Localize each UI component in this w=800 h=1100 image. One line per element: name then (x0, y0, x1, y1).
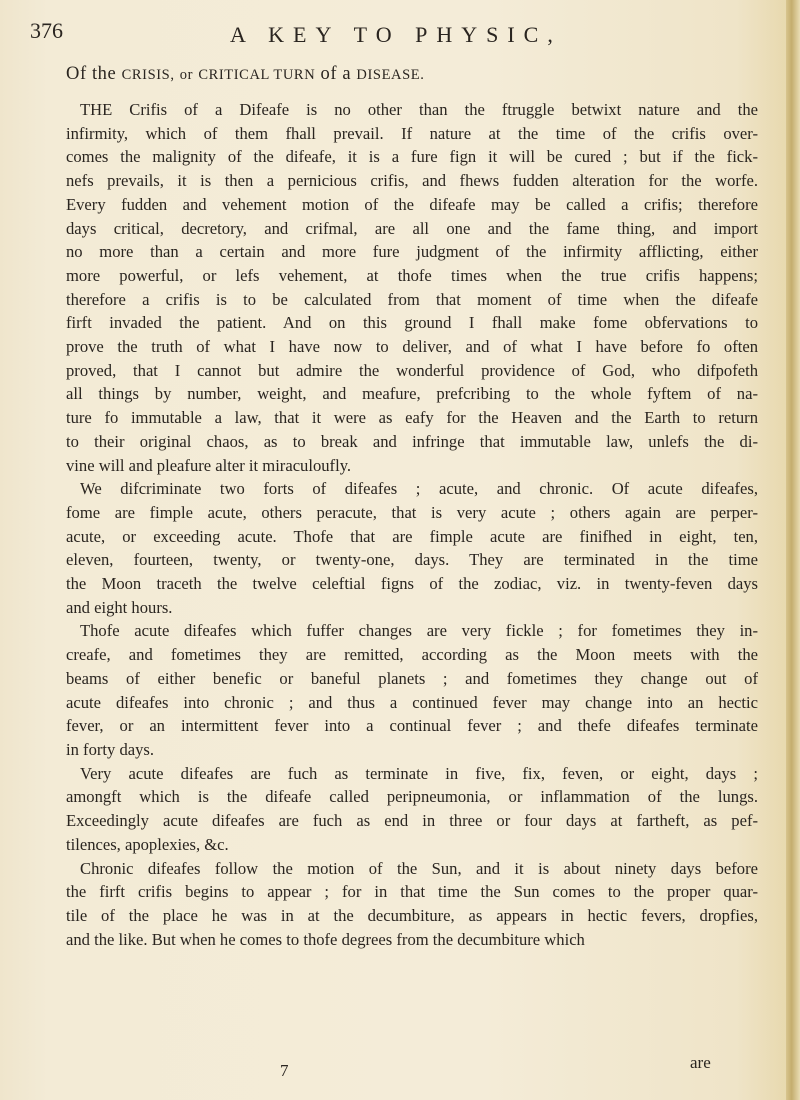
page-header (30, 16, 790, 54)
paragraph (66, 857, 758, 952)
text-line: in forty days. (66, 739, 155, 759)
text-line: ture fo immutable a law, that it were as eafy for the Heaven and the Earth to return (66, 408, 758, 428)
text-line: eleven, fourteen, twenty, or twenty-one, days. They are terminated in the time (66, 550, 758, 570)
text-line: firft invaded the patient. And on this ground I fhall make fome obfervations to (66, 313, 758, 333)
text-line: the firft crifis begins to appear ; for in that time the Sun comes to the proper quar- (66, 882, 758, 902)
paragraph (66, 619, 758, 761)
text-line: and eight hours. (66, 597, 173, 617)
text-line: therefore a crifis is to be calculated from that moment of time when the difeafe (66, 289, 758, 309)
text-line: fever, or an intermittent fever into a continual fever ; and thefe difeafes terminate (66, 716, 758, 736)
running-head: A KEY TO PHYSIC, (230, 22, 562, 47)
text-line: and the like. But when he comes to thofe degrees from the decumbiture which (66, 929, 585, 949)
text-line: acute, or exceeding acute. Thofe that are fimple acute are finifhed in eight, ten, (66, 526, 758, 546)
section-title-part: of a (320, 64, 352, 84)
text-line: more powerful, or lefs vehement, at thofe times when the true crifis happens; (66, 265, 758, 285)
text-line: Very acute difeafes are fuch as terminate in five, fix, feven, or eight, days ; (80, 763, 758, 783)
section-title-part: DISEASE. (356, 67, 425, 83)
text-line: vine will and pleafure alter it miraculoufly. (66, 455, 352, 475)
page-edge (786, 0, 800, 1100)
text-line: beams of either benefic or baneful planets ; and fometimes they change out of (66, 668, 758, 688)
text-line: Thofe acute difeafes which fuffer changes are very fickle ; for fometimes they in- (80, 621, 758, 641)
text-line: the Moon traceth the twelve celeftial figns of the zodiac, viz. in twenty-feven days (66, 574, 758, 594)
body-text (66, 98, 758, 951)
section-title-part: Of the (66, 64, 117, 84)
text-line: acute difeafes into chronic ; and thus a continued fever may change into an hectic (66, 692, 758, 712)
paragraph (66, 477, 758, 619)
section-title-part: or (179, 67, 194, 83)
text-line: no more than a certain and more fure judgment of the infirmity afflicting, either (66, 242, 758, 262)
text-line: fome are fimple acute, others peracute, that is very acute ; others again are perper- (66, 502, 758, 522)
text-line: THE Crifis of a Difeafe is no other than the ftruggle betwixt nature and the (80, 100, 758, 119)
text-line: prove the truth of what I have now to deliver, and of what I have before fo often (66, 337, 758, 357)
text-line: all things by number, weight, and meafure, prefcribing to the whole fyftem of na- (66, 384, 758, 404)
text-line: to their original chaos, as to break and infringe that immutable law, unlefs the di- (66, 431, 758, 451)
text-line: amongft which is the difeafe called peripneumonia, or inflammation of the lungs. (66, 787, 758, 807)
section-title-part: CRITICAL TURN (198, 67, 316, 83)
text-line: Every fudden and vehement motion of the difeafe may be called a crifis; therefore (66, 194, 758, 214)
page-number: 376 (30, 18, 63, 43)
text-line: Exceedingly acute difeafes are fuch as end in three or four days at fartheft, as pef- (66, 811, 758, 831)
section-title-part: CRISIS, (121, 67, 175, 83)
text-line: tile of the place he was in at the decumbiture, as appears in hectic fevers, dropfies, (66, 905, 758, 925)
text-line: creafe, and fometimes they are remitted, according as the Moon meets with the (66, 645, 758, 665)
text-line: days critical, decretory, and crifmal, are all one and the fame thing, and import (66, 218, 758, 238)
paragraph (66, 762, 758, 857)
text-line: comes the malignity of the difeafe, it is a fure fign it will be cured ; but if the fick- (66, 147, 758, 167)
paragraph (66, 98, 758, 477)
signature-mark: 7 (280, 1061, 289, 1080)
section-title (66, 64, 424, 85)
text-line: infirmity, which of them fhall prevail. If nature at the time of the crifis over- (66, 123, 758, 143)
text-line: tilences, apoplexies, &c. (66, 834, 229, 854)
text-line: nefs prevails, it is then a pernicious crifis, and fhews fudden alteration for the worfe. (66, 171, 758, 191)
catchword: are (690, 1053, 711, 1072)
text-line: We difcriminate two forts of difeafes ; acute, and chronic. Of acute difeafes, (80, 479, 758, 499)
text-line: proved, that I cannot but admire the wonderful providence of God, who difpofeth (66, 360, 758, 380)
text-line: Chronic difeafes follow the motion of the Sun, and it is about ninety days before (80, 858, 758, 878)
